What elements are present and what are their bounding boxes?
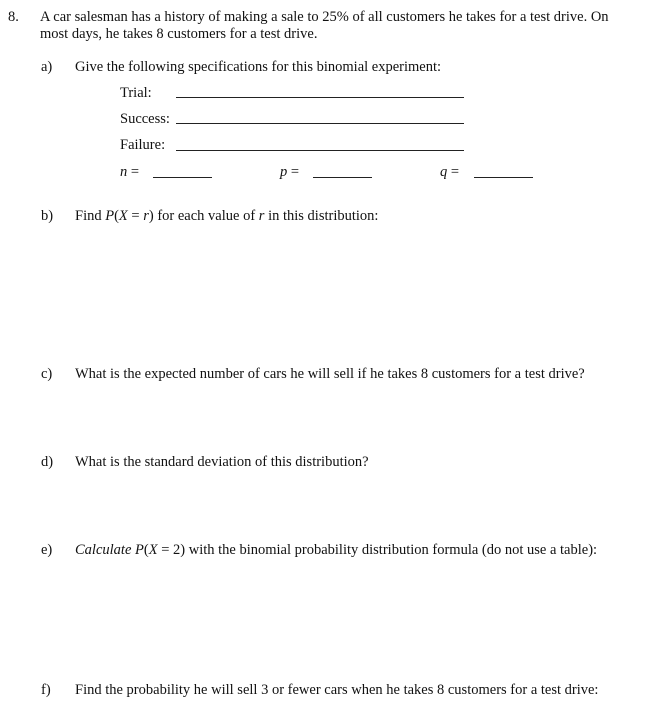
q-blank[interactable]: [474, 177, 533, 178]
part-b-text-post: in this distribution:: [264, 208, 379, 224]
n-blank[interactable]: [153, 177, 212, 178]
part-e-open-paren: (: [143, 542, 149, 558]
question-stem-line2: most days, he takes 8 customers for a test drive.: [40, 26, 318, 42]
part-b-X: X: [118, 208, 128, 224]
n-equals: =: [127, 164, 140, 180]
part-e-P: P: [135, 542, 144, 558]
failure-label: Failure:: [120, 137, 166, 153]
part-e-prompt: [75, 542, 597, 559]
part-b-prompt: [75, 208, 378, 225]
q-label: [440, 164, 459, 181]
part-e-X: X: [148, 542, 158, 558]
part-b-letter: b): [41, 208, 54, 224]
trial-label: Trial:: [120, 85, 152, 101]
part-b-P: P: [105, 208, 115, 224]
success-label: Success:: [120, 111, 170, 127]
part-b-r2: r: [258, 208, 265, 224]
p-equals: =: [287, 164, 300, 180]
p-blank[interactable]: [313, 177, 372, 178]
part-b-text-pre: Find: [75, 208, 106, 224]
part-d-letter: d): [41, 454, 54, 470]
p-symbol: p: [280, 164, 288, 180]
part-b-r: r: [143, 208, 149, 224]
part-f-prompt: Find the probability he will sell 3 or fewer cars when he takes 8 customers for a test drive:: [75, 682, 599, 698]
part-e-equals-two: = 2): [157, 542, 186, 558]
part-e-calculate: Calculate: [75, 542, 132, 558]
part-c-letter: c): [41, 366, 53, 382]
question-stem-line1: A car salesman has a history of making a sale to 25% of all customers he takes for a test drive. On: [40, 9, 609, 25]
q-equals: =: [447, 164, 460, 180]
part-a-prompt: Give the following specifications for this binomial experiment:: [75, 59, 442, 75]
q-symbol: q: [440, 164, 448, 180]
part-d-prompt: What is the standard deviation of this distribution?: [75, 454, 369, 470]
n-label: [120, 164, 139, 181]
question-number: 8.: [8, 9, 19, 25]
n-symbol: n: [120, 164, 128, 180]
part-b-text-mid: for each value of: [153, 208, 259, 224]
trial-blank[interactable]: [176, 97, 464, 98]
part-b-close-paren: ): [148, 208, 154, 224]
part-b-equals: =: [127, 208, 144, 224]
part-a-letter: a): [41, 59, 53, 75]
part-e-text-post: with the binomial probability distribution formula (do not use a table):: [185, 542, 598, 558]
success-blank[interactable]: [176, 123, 464, 124]
failure-blank[interactable]: [176, 150, 464, 151]
part-f-letter: f): [41, 682, 51, 698]
part-b-open-paren: (: [114, 208, 119, 224]
p-label: [280, 164, 299, 181]
part-c-prompt: What is the expected number of cars he will sell if he takes 8 customers for a test drive?: [75, 366, 585, 382]
part-e-letter: e): [41, 542, 53, 558]
